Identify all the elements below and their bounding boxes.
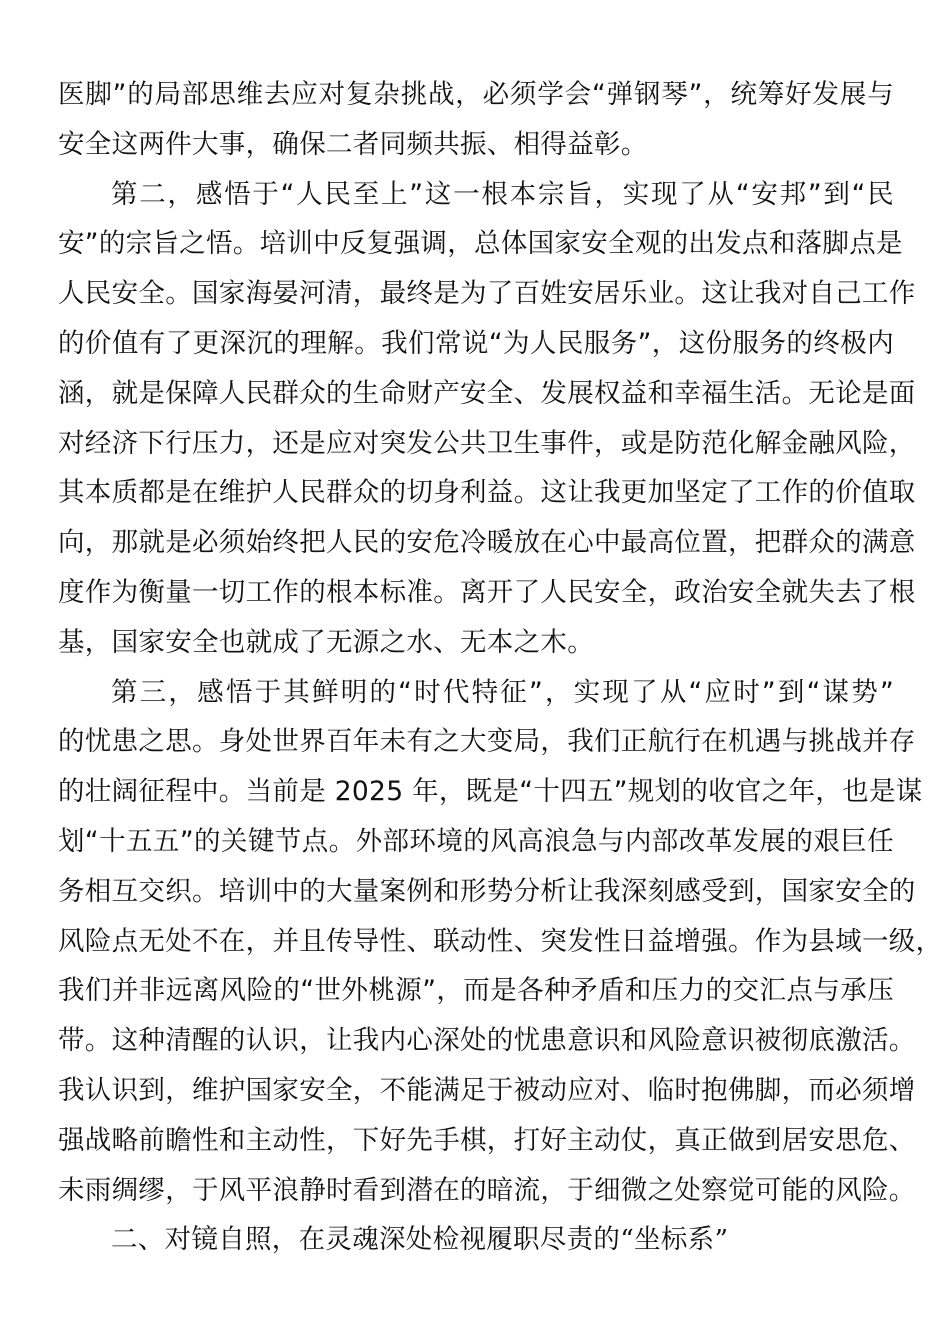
text-line: 度作为衡量一切工作的根本标准。离开了人民安全，政治安全就失去了根 bbox=[58, 576, 916, 608]
text-line: 安”的宗旨之悟。培训中反复强调，总体国家安全观的出发点和落脚点是 bbox=[58, 228, 903, 260]
text-line: 的壮阔征程中。当前是 2025 年，既是“十四五”规划的收官之年，也是谋 bbox=[58, 776, 923, 808]
text-line: 的忧患之思。身处世界百年未有之大变局，我们正航行在机遇与挑战并存 bbox=[58, 726, 916, 758]
text-line: 第二，感悟于“人民至上”这一根本宗旨，实现了从“安邦”到“民 bbox=[111, 178, 894, 210]
text-line: 强战略前瞻性和主动性，下好先手棋，打好主动仗，真正做到居安思危、 bbox=[58, 1124, 916, 1156]
text-line: 第三，感悟于其鲜明的“时代特征”，实现了从“应时”到“谋势” bbox=[111, 676, 894, 708]
text-line: 基，国家安全也就成了无源之水、无本之木。 bbox=[58, 626, 594, 658]
text-line: 安全这两件大事，确保二者同频共振、相得益彰。 bbox=[58, 128, 648, 160]
text-line: 涵，就是保障人民群众的生命财产安全、发展权益和幸福生活。无论是面 bbox=[58, 377, 916, 409]
text-line: 其本质都是在维护人民群众的切身利益。这让我更加坚定了工作的价值取 bbox=[58, 477, 916, 509]
text-line: 我认识到，维护国家安全，不能满足于被动应对、临时抱佛脚，而必须增 bbox=[58, 1074, 916, 1106]
text-line: 向，那就是必须始终把人民的安危冷暖放在心中最高位置，把群众的满意 bbox=[58, 527, 916, 559]
text-line: 划“十五五”的关键节点。外部环境的风高浪急与内部改革发展的艰巨任 bbox=[58, 825, 894, 857]
text-line: 的价值有了更深沉的理解。我们常说“为人民服务”，这份服务的终极内 bbox=[58, 327, 894, 359]
text-line: 医脚”的局部思维去应对复杂挑战，必须学会“弹钢琴”，统筹好发展与 bbox=[58, 79, 894, 110]
text-line: 我们并非远离风险的“世外桃源”，而是各种矛盾和压力的交汇点与承压 bbox=[58, 975, 894, 1007]
text-line: 带。这种清醒的认识，让我内心深处的忧患意识和风险意识被彻底激活。 bbox=[58, 1025, 916, 1057]
text-line: 务相互交织。培训中的大量案例和形势分析让我深刻感受到，国家安全的 bbox=[58, 875, 916, 907]
text-line: 人民安全。国家海晏河清，最终是为了百姓安居乐业。这让我对自己工作 bbox=[58, 278, 916, 310]
text-line: 未雨绸缪，于风平浪静时看到潜在的暗流，于细微之处察觉可能的风险。 bbox=[58, 1174, 916, 1206]
text-line: 对经济下行压力，还是应对突发公共卫生事件，或是防范化解金融风险， bbox=[58, 427, 916, 459]
section-heading: 二、对镜自照，在灵魂深处检视履职尽责的“坐标系” bbox=[111, 1224, 729, 1256]
text-line: 风险点无处不在，并且传导性、联动性、突发性日益增强。作为县域一级， bbox=[58, 925, 943, 957]
